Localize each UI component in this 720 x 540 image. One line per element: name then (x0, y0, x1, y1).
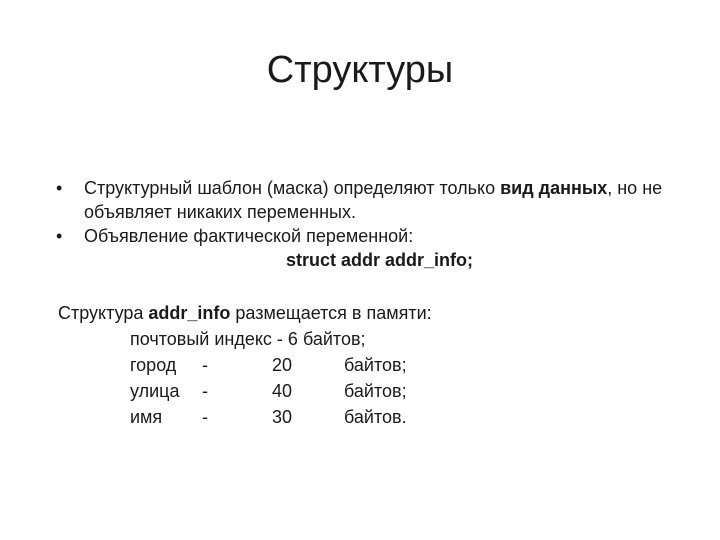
field-dash: - (202, 381, 208, 401)
memory-layout-block (58, 300, 432, 430)
field-name: имя (130, 407, 163, 427)
bullet-text: Объявление фактической переменной: (84, 226, 414, 246)
bullet-text: Структурный шаблон (маска) определяют только (84, 178, 501, 198)
memory-row (130, 378, 407, 404)
bullet-bold-text: вид данных (500, 178, 608, 198)
struct-variable-name: addr_info (148, 303, 231, 323)
struct-declaration-code: struct addr addr_info; (286, 250, 474, 270)
memory-intro-text: Структура (58, 303, 149, 323)
bullet-item-declaration (56, 224, 676, 272)
memory-table (130, 326, 407, 430)
field-size: 30 (272, 407, 293, 427)
memory-row (130, 404, 407, 430)
bullet-item-template (56, 176, 676, 224)
bullet-text-end: , но не объявляет никаких переменных. (84, 178, 663, 222)
postal-code-line: почтовый индекс - 6 байтов; (130, 329, 366, 349)
bullet-marker: • (56, 178, 63, 198)
slide-title: Структуры (266, 49, 454, 91)
field-name: город (130, 355, 177, 375)
field-size: 20 (272, 355, 293, 375)
field-dash: - (202, 407, 208, 427)
field-size: 40 (272, 381, 293, 401)
field-unit: байтов; (344, 381, 407, 401)
field-name: улица (130, 381, 180, 401)
memory-row-postal (130, 326, 407, 352)
memory-intro (58, 300, 432, 326)
field-unit: байтов. (344, 407, 407, 427)
memory-row (130, 352, 407, 378)
field-unit: байтов; (344, 355, 407, 375)
memory-intro-text-end: размещается в памяти: (230, 303, 432, 323)
bullet-list (56, 176, 676, 272)
bullet-marker: • (56, 226, 63, 246)
field-dash: - (202, 355, 208, 375)
